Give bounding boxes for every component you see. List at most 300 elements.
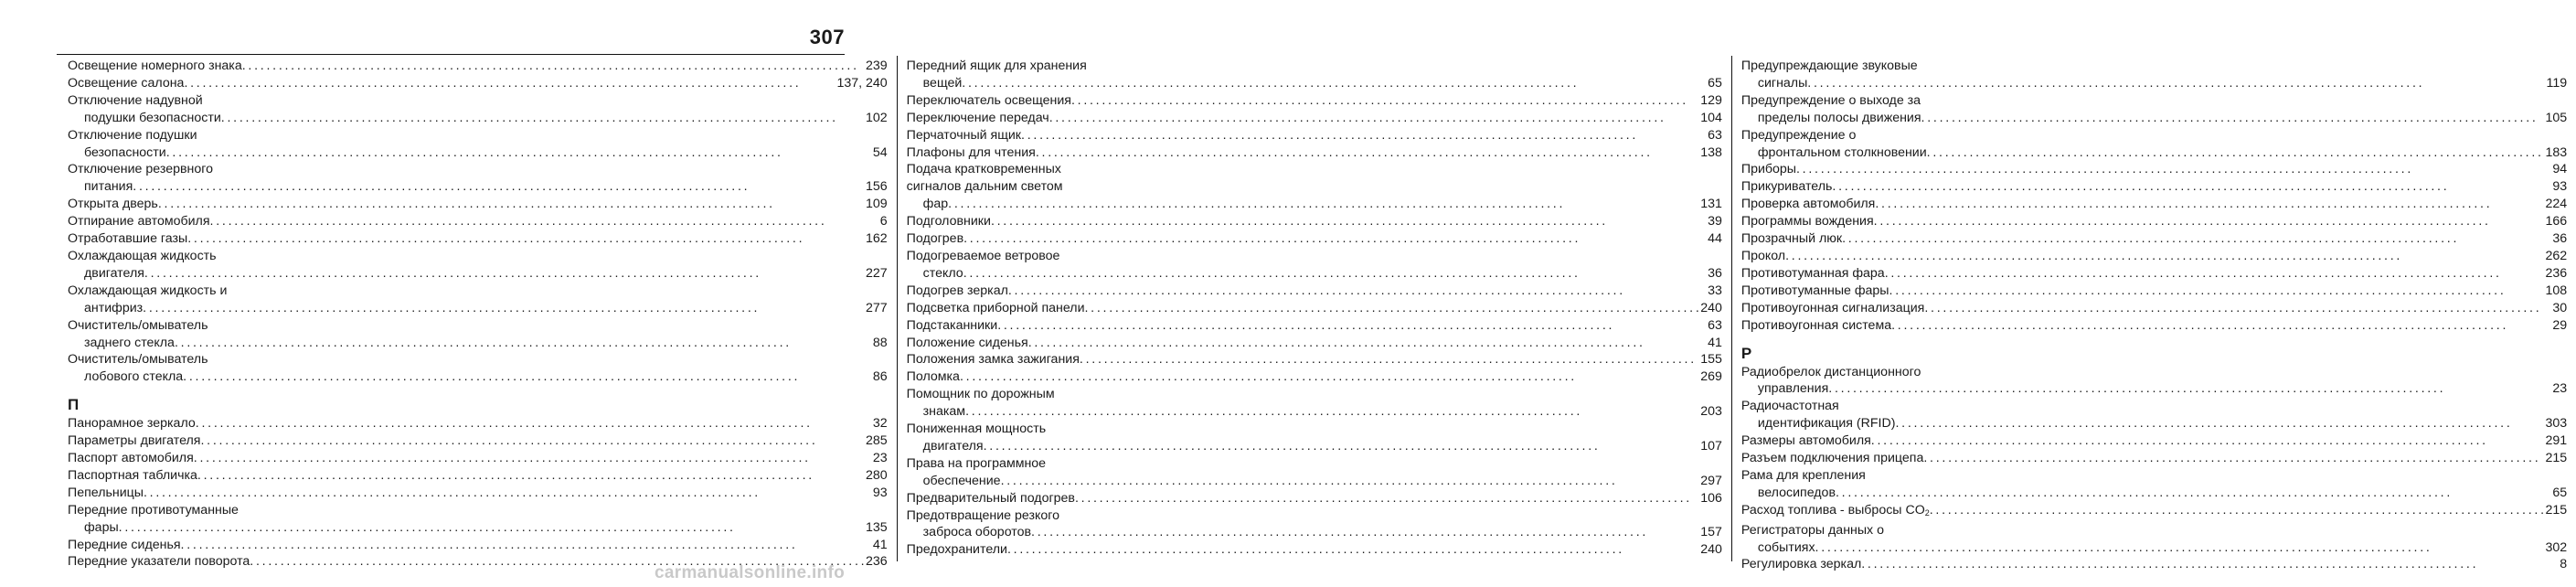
dot-leader [1021, 127, 1706, 144]
index-entry-term: Пепельницы [68, 485, 144, 500]
index-entry-text [68, 485, 144, 502]
index-entry-text [84, 335, 175, 352]
index-entry [1741, 92, 2567, 127]
index-page-ref[interactable]: 277 [866, 300, 888, 315]
index-entry-term: Размеры автомобиля [1740, 433, 1871, 449]
index-entry-text [1741, 265, 1885, 283]
dot-leader [1836, 485, 2550, 502]
dot-leader [1036, 144, 1698, 162]
index-page-ref[interactable]: 119 [2546, 75, 2568, 91]
index-entry [1741, 58, 2567, 92]
index-entry-text: Радиобрелок дистанционного [1740, 364, 1921, 379]
index-entry-term: Параметры двигателя [68, 433, 201, 449]
index-entry-text [84, 519, 119, 537]
page-number: 307 [809, 26, 845, 48]
index-column-3 [1731, 56, 2576, 572]
dot-leader [210, 213, 878, 230]
index-entry-term: фар [922, 197, 949, 212]
index-entry-term: питания [84, 179, 133, 195]
index-entry-term: пределы полосы движения [1757, 110, 1921, 125]
index-entry-term: Приборы [1740, 162, 1796, 177]
index-column-1 [57, 56, 897, 570]
dot-leader [1885, 265, 2544, 283]
index-entry [907, 283, 1722, 300]
index-entry-term: Перчаточный ящик [906, 127, 1022, 143]
index-entry-text: Подогреваемое ветровое [906, 248, 1060, 263]
index-entry-text: Очиститель/омыватель [68, 352, 208, 368]
dot-leader [963, 230, 1706, 248]
index-entry-term: фронтальном столкновении [1757, 144, 1927, 160]
index-page-ref[interactable]: 109 [866, 197, 888, 212]
index-page-ref[interactable]: 269 [1700, 369, 1722, 385]
index-entry-text [84, 300, 143, 317]
index-entry-term: Подогрев [906, 231, 964, 247]
dot-leader [1832, 178, 2550, 196]
index-entry [1741, 265, 2567, 283]
index-entry-term: Прозрачный люк [1740, 231, 1843, 247]
dot-leader [1874, 213, 2544, 230]
index-page-ref[interactable]: 63 [1708, 317, 1722, 333]
index-entry-term: Панорамное зеркало [68, 416, 196, 432]
index-entry-term: лобового стекла [84, 369, 184, 385]
index-entry-text: Отключение подушки [68, 127, 197, 143]
index-page-ref[interactable]: 65 [2552, 485, 2568, 500]
index-entry [1741, 196, 2567, 213]
index-entry-text [923, 524, 1031, 541]
index-entry [907, 541, 1722, 559]
index-entry-text [1741, 300, 1924, 317]
dot-leader [991, 213, 1706, 230]
index-entry-text: Охлаждающая жидкость [68, 248, 217, 263]
index-entry [907, 335, 1722, 352]
dot-leader [1815, 539, 2544, 557]
index-page-ref[interactable]: 8 [2560, 557, 2568, 572]
index-entry [68, 485, 888, 502]
index-entry-text [68, 75, 184, 92]
index-page-ref[interactable]: 102 [866, 110, 888, 125]
index-letter-heading: П [68, 396, 80, 414]
index-entry-term: двигателя [922, 438, 984, 454]
index-page-ref[interactable]: 240 [1700, 542, 1722, 558]
index-entry-text [923, 438, 984, 455]
index-page-ref[interactable]: 135 [866, 519, 888, 535]
index-entry-text [84, 110, 221, 127]
index-entry [907, 317, 1722, 335]
index-page-ref[interactable]: 138 [1700, 144, 1722, 160]
index-entry-term: подушки безопасности [84, 110, 221, 125]
index-entry-term: Положение сиденья [906, 335, 1028, 350]
index-entry [1741, 502, 2567, 522]
index-page-ref[interactable]: 105 [2545, 110, 2568, 125]
dot-leader [1001, 473, 1699, 490]
index-entry-term: Освещение номерного знака [68, 59, 242, 73]
dot-leader [997, 317, 1706, 335]
index-entry [68, 283, 888, 317]
index-page-ref[interactable]: 93 [2552, 179, 2568, 195]
index-entry-text: сигналов дальним светом [906, 179, 1063, 195]
index-entry [907, 230, 1722, 248]
index-entry [907, 110, 1722, 127]
index-entry [1741, 467, 2567, 502]
index-entry [907, 127, 1722, 144]
index-entry-text [907, 351, 1080, 368]
index-page-ref[interactable]: 131 [1700, 197, 1722, 212]
dot-leader [1930, 502, 2544, 522]
index-entry-text [907, 368, 960, 386]
index-page-ref[interactable]: 156 [866, 179, 888, 195]
index-entry [1741, 230, 2567, 248]
index-entry-text [907, 230, 963, 248]
dot-leader [1080, 351, 1698, 368]
index-entry [1741, 364, 2567, 399]
index-entry-text [1741, 450, 1923, 467]
index-entry-term: Передние указатели поворота [68, 554, 250, 570]
dot-leader [963, 265, 1706, 283]
index-page-ref[interactable]: 203 [1700, 404, 1722, 420]
index-entry [907, 300, 1722, 317]
index-entry [1741, 450, 2567, 467]
index-page-ref[interactable]: 155 [1700, 352, 1722, 368]
index-entry-term: Освещение салона [68, 75, 185, 91]
index-entry [1741, 522, 2567, 557]
index-entry-text [907, 300, 1085, 317]
dot-leader [194, 450, 871, 467]
index-entry-text [68, 213, 210, 230]
index-entry-text [1741, 213, 1874, 230]
index-page-ref[interactable]: 41 [1708, 335, 1722, 350]
index-column-2 [897, 56, 1731, 561]
index-entry-term: идентификация (RFID) [1757, 416, 1896, 432]
index-page-ref[interactable]: 39 [1708, 214, 1722, 229]
index-entry-term: безопасности [84, 144, 166, 160]
index-entry [1741, 398, 2567, 432]
index-page-ref[interactable]: 94 [2552, 162, 2568, 177]
index-entry-text: Подача кратковременных [906, 162, 1061, 177]
index-page-ref[interactable]: 239 [866, 59, 888, 73]
index-page-ref[interactable]: 137, 240 [836, 75, 888, 91]
index-entry [68, 450, 888, 467]
index-entry-text [1758, 110, 1921, 127]
index-entry [907, 368, 1722, 386]
index-entry-text [84, 178, 133, 196]
index-page-ref[interactable]: 41 [872, 537, 888, 552]
index-entry-text [1758, 415, 1896, 432]
header-rule [57, 54, 845, 55]
index-entry-text [68, 467, 197, 485]
index-page-ref[interactable]: 236 [866, 554, 888, 570]
dot-leader [1075, 490, 1698, 507]
index-entry-text [84, 265, 144, 283]
index-page-ref[interactable]: 215 [2545, 502, 2568, 518]
index-entry-text [907, 541, 1007, 559]
index-entry-term: сигналы [1757, 75, 1808, 91]
index-entry-term: событиях [1757, 539, 1815, 555]
dot-leader [1008, 283, 1706, 300]
index-entry-text [1741, 230, 1842, 248]
index-entry-term: управления [1757, 381, 1829, 397]
index-page-ref[interactable]: 88 [872, 335, 888, 350]
dot-leader [133, 178, 864, 196]
index-page-ref[interactable]: 93 [872, 485, 888, 500]
dot-leader [965, 403, 1698, 421]
index-page-ref[interactable]: 30 [2552, 300, 2568, 315]
index-page-ref[interactable]: 104 [1700, 110, 1722, 125]
index-entry-term: Положения замка зажигания [906, 352, 1080, 368]
index-entry-text [923, 75, 963, 92]
index-page-ref[interactable]: 129 [1700, 92, 1722, 108]
index-page-ref[interactable]: 227 [866, 265, 888, 281]
dot-leader [1828, 380, 2550, 398]
dot-leader [1871, 432, 2544, 450]
index-page-ref[interactable]: 44 [1708, 231, 1722, 247]
index-entry-term: заднего стекла [84, 335, 175, 350]
index-entry-term: Предохранители [906, 542, 1007, 558]
index-entry-text: Радиочастотная [1740, 399, 1839, 414]
index-entry-text: Отключение резервного [68, 162, 213, 177]
index-page-ref[interactable]: 262 [2545, 248, 2568, 263]
index-entry-text [1758, 539, 1815, 557]
index-entry-term: знакам [922, 404, 966, 420]
index-page-ref[interactable]: 36 [1708, 265, 1722, 281]
index-entry-term: Плафоны для чтения [906, 144, 1036, 160]
index-entry-term: Предварительный подогрев [906, 490, 1075, 506]
index-page-ref[interactable]: 224 [2545, 197, 2568, 212]
index-entry-term: Расход топлива - выбросы CO [1740, 502, 1925, 518]
index-entry-term: Паспортная табличка [68, 467, 197, 483]
dot-leader [1895, 415, 2543, 432]
dot-leader [187, 230, 864, 248]
index-entry-text: Предупреждение о [1740, 127, 1857, 143]
index-page-ref[interactable]: 36 [2552, 231, 2568, 247]
index-entry [1741, 432, 2567, 450]
index-page-ref[interactable]: 65 [1708, 75, 1722, 91]
subscript: 2 [1924, 507, 1930, 518]
index-entry [1741, 300, 2567, 317]
index-entry-term: заброса оборотов [922, 525, 1032, 540]
dot-leader [984, 438, 1699, 455]
dot-leader [1842, 230, 2550, 248]
index-entry-text [907, 213, 991, 230]
dot-leader [166, 144, 871, 162]
index-entry-term: антифриз [84, 300, 144, 315]
dot-leader [1785, 248, 2543, 265]
dot-leader [183, 368, 871, 386]
dot-leader [1807, 75, 2544, 92]
index-page-ref[interactable]: 166 [2545, 214, 2568, 229]
dot-leader [143, 300, 864, 317]
index-entry [68, 317, 888, 352]
index-entry [907, 92, 1722, 110]
dot-leader [1924, 300, 2550, 317]
index-entry-term: Подсветка приборной панели [906, 300, 1085, 315]
index-entry-text [68, 450, 194, 467]
index-page-ref[interactable]: 108 [2545, 283, 2568, 298]
index-page-ref[interactable]: 33 [1708, 283, 1722, 298]
index-page-ref[interactable]: 32 [872, 416, 888, 432]
dot-leader [1927, 144, 2544, 162]
index-entry-text [84, 368, 183, 386]
index-entry [907, 490, 1722, 507]
index-entry-term: Прокол [1740, 248, 1786, 263]
dot-leader [196, 415, 871, 432]
index-page-ref[interactable]: 23 [872, 451, 888, 466]
index-entry-text [1741, 283, 1889, 300]
index-entry-text [907, 92, 1071, 110]
index-page-ref[interactable]: 285 [866, 433, 888, 449]
index-entry-term: Проверка автомобиля [1740, 197, 1876, 212]
dot-leader [144, 485, 871, 502]
dot-leader [242, 58, 864, 75]
index-entry-text [1741, 248, 1785, 265]
index-entry [68, 467, 888, 485]
index-letter-heading: Р [1740, 344, 1752, 362]
index-page-ref[interactable]: 54 [872, 144, 888, 160]
index-page-ref[interactable]: 162 [866, 231, 888, 247]
index-page-ref[interactable]: 236 [2545, 265, 2568, 281]
dot-leader [948, 196, 1698, 213]
index-entry-text: Предупреждение о выходе за [1740, 92, 1921, 108]
index-columns [57, 56, 2568, 572]
index-entry-text: Передний ящик для хранения [906, 59, 1087, 73]
index-page-ref[interactable]: 23 [2552, 381, 2568, 397]
index-entry-term: Открыта дверь [68, 197, 158, 212]
index-page-ref[interactable]: 63 [1708, 127, 1722, 143]
index-page-ref[interactable]: 183 [2545, 144, 2568, 160]
index-page-ref[interactable]: 157 [1700, 525, 1722, 540]
index-entry-text: Помощник по дорожным [906, 387, 1055, 402]
index-entry [907, 421, 1722, 455]
index-page-ref[interactable]: 297 [1700, 473, 1722, 488]
dot-leader [1796, 161, 2550, 178]
index-page-ref[interactable]: 302 [2545, 539, 2568, 555]
index-entry [1741, 317, 2567, 335]
index-entry-term: Противоугонная сигнализация [1740, 300, 1925, 315]
index-entry-text [907, 335, 1028, 352]
index-entry-text [1741, 161, 1796, 178]
dot-leader [1889, 283, 2544, 300]
index-entry-term: Прикуриватель [1740, 179, 1833, 195]
dot-leader [184, 75, 835, 92]
index-entry-term: фары [84, 519, 119, 535]
index-entry-text: Права на программное [906, 455, 1047, 471]
dot-leader [144, 265, 864, 283]
index-entry-text [68, 415, 196, 432]
index-entry [1741, 213, 2567, 230]
index-entry [907, 144, 1722, 162]
index-entry-text: Очиститель/омыватель [68, 317, 208, 333]
index-page-ref[interactable]: 291 [2545, 433, 2568, 449]
index-entry-term: Отпирание автомобиля [68, 214, 210, 229]
dot-leader [181, 537, 871, 554]
index-entry-text: Регистраторы данных о [1740, 522, 1884, 538]
index-entry-text [68, 58, 242, 75]
dot-leader [1031, 524, 1698, 541]
dot-leader [119, 519, 864, 537]
dot-leader [1923, 450, 2543, 467]
index-entry-text: Предупреждающие звуковые [1740, 59, 1918, 73]
index-entry-text [1741, 317, 1891, 335]
dot-leader [221, 110, 864, 127]
index-entry-text: Отключение надувной [68, 92, 203, 108]
index-entry-text [1741, 502, 1930, 522]
index-page-ref[interactable]: 6 [879, 214, 888, 229]
index-entry-term: обеспечение [922, 473, 1001, 488]
index-entry [68, 415, 888, 432]
index-entry [68, 92, 888, 127]
dot-leader [197, 467, 864, 485]
watermark: carmanualsonline.info [655, 563, 845, 582]
index-entry-term: Регулировка зеркал [1740, 557, 1862, 572]
index-entry [907, 386, 1722, 421]
index-entry-text [1741, 556, 1861, 573]
index-entry-text [923, 403, 965, 421]
index-page-ref[interactable]: 107 [1700, 438, 1722, 454]
index-entry-term: Противоугонная система [1740, 317, 1892, 333]
index-page-ref[interactable]: 86 [872, 369, 888, 385]
index-entry-term: вещей [922, 75, 963, 91]
index-entry-term: Паспорт автомобиля [68, 451, 194, 466]
index-entry-text [907, 283, 1008, 300]
index-entry [1741, 127, 2567, 162]
index-page-ref[interactable]: 215 [2545, 451, 2568, 466]
index-entry-text [68, 432, 200, 450]
dot-leader [200, 432, 864, 450]
index-entry-text [923, 265, 963, 283]
index-entry-text [907, 127, 1021, 144]
index-page-ref[interactable]: 280 [866, 467, 888, 483]
index-entry-text [1741, 432, 1871, 450]
dot-leader [1891, 317, 2550, 335]
dot-leader [962, 75, 1706, 92]
index-entry [907, 58, 1722, 92]
index-entry-text [907, 144, 1036, 162]
index-entry-text [1758, 485, 1836, 502]
index-page-ref[interactable]: 29 [2552, 317, 2568, 333]
dot-leader [1007, 541, 1698, 559]
index-page-ref[interactable]: 240 [1700, 300, 1722, 315]
index-entry-text: Охлаждающая жидкость и [68, 283, 228, 298]
index-entry-text [907, 490, 1075, 507]
index-entry-text: Передние противотуманные [68, 502, 239, 518]
index-entry-text [1758, 144, 1927, 162]
index-entry [1741, 248, 2567, 265]
dot-leader [1861, 556, 2558, 573]
index-entry-text [1741, 178, 1833, 196]
index-entry [68, 248, 888, 283]
index-entry-text [1758, 380, 1828, 398]
index-entry-text: Пониженная мощность [906, 422, 1047, 437]
index-entry [907, 161, 1722, 213]
dot-leader [1875, 196, 2543, 213]
index-entry [1741, 283, 2567, 300]
index-entry [68, 127, 888, 162]
index-entry [907, 248, 1722, 283]
dot-leader [1921, 110, 2544, 127]
index-entry-term: стекло [922, 265, 963, 281]
index-entry-text [68, 196, 158, 213]
index-entry [1741, 161, 2567, 178]
index-entry [68, 161, 888, 196]
index-page-ref[interactable]: 303 [2545, 416, 2568, 432]
index-entry-term: Переключатель освещения [906, 92, 1071, 108]
index-entry-text [68, 553, 250, 571]
index-entry-text [68, 537, 181, 554]
dot-leader [158, 196, 864, 213]
index-page-ref[interactable]: 106 [1700, 490, 1722, 506]
index-entry [68, 58, 888, 75]
index-entry-term: Поломка [906, 369, 960, 385]
index-entry [907, 507, 1722, 542]
